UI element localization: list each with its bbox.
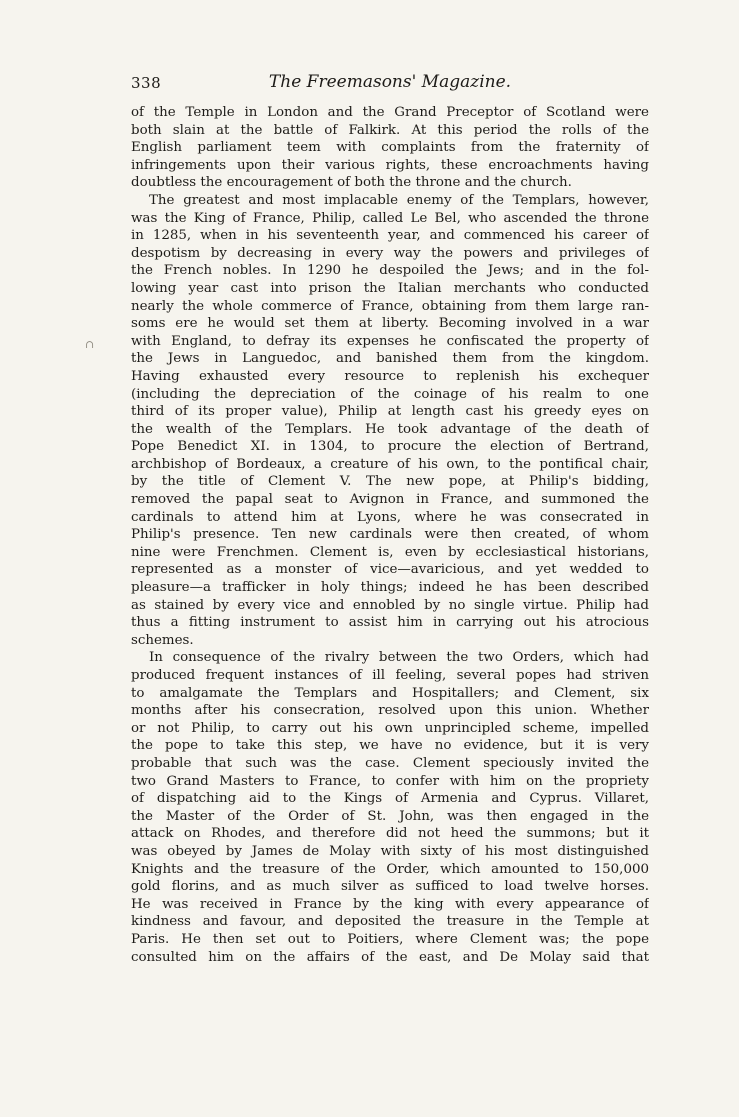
text-line: was the King of France, Philip, called Le Bel, who ascended the throne: [131, 210, 649, 226]
text-line: Philip's presence. Ten new cardinals were then created, of whom: [131, 527, 649, 543]
text-line: In consequence of the rivalry between the two Orders, which had: [149, 650, 649, 666]
text-line: was obeyed by James de Molay with sixty of his most distinguished: [131, 843, 649, 859]
text-line: represented as a monster of vice—avaricious, and yet wedded to: [131, 562, 649, 578]
text-line: the Master of the Order of St. John, was then engaged in the: [131, 808, 649, 824]
text-line: third of its proper value), Philip at length cast his greedy eyes on: [131, 404, 649, 420]
text-line: or not Philip, to carry out his own unprincipled scheme, impelled: [131, 720, 649, 736]
text-line: in 1285, when in his seventeenth year, and commenced his career of: [131, 228, 649, 244]
text-line: Paris. He then set out to Poitiers, where Clement was; the pope: [131, 931, 649, 947]
text-line: removed the papal seat to Avignon in France, and summoned the: [131, 492, 649, 508]
paragraph-3: [131, 649, 649, 966]
text-line: English parliament teem with complaints from the fraternity of: [131, 140, 649, 156]
text-line: as stained by every vice and ennobled by no single virtue. Philip had: [131, 597, 649, 613]
text-line: archbishop of Bordeaux, a creature of his own, to the pontifical chair,: [131, 456, 649, 472]
text-line: with England, to defray its expenses he confiscated the property of: [131, 333, 649, 349]
text-line: despotism by decreasing in every way the powers and privileges of: [131, 245, 649, 261]
text-line: (including the depreciation of the coinage of his realm to one: [131, 386, 649, 402]
paragraph-1: [131, 104, 649, 192]
text-line: the pope to take this step, we have no evidence, but it is very: [131, 738, 649, 754]
text-line: produced frequent instances of ill feeling, several popes had striven: [131, 668, 649, 683]
text-line: cardinals to attend him at Lyons, where he was consecrated in: [131, 509, 649, 525]
text-line: schemes.: [131, 632, 194, 648]
text-line: He was received in France by the king with every appearance of: [131, 896, 649, 912]
page-header: [131, 72, 649, 96]
text-line: nine were Frenchmen. Clement is, even by ecclesiastical historians,: [131, 544, 649, 560]
text-line: consulted him on the affairs of the east, and De Molay said that: [131, 949, 649, 965]
running-title: The Freemasons' Magazine.: [268, 72, 512, 92]
text-line: two Grand Masters to France, to confer with him on the propriety: [131, 773, 649, 789]
text-line: the French nobles. In 1290 he despoiled the Jews; and in the fol-: [131, 263, 649, 279]
text-line: kindness and favour, and deposited the treasure in the Temple at: [131, 914, 649, 930]
text-line: Knights and the treasure of the Order, which amounted to 150,000: [131, 861, 649, 877]
text-line: months after his consecration, resolved upon this union. Whether: [131, 703, 649, 719]
paragraph-2: [131, 192, 649, 649]
text-line: The greatest and most implacable enemy of the Templars, however,: [149, 192, 649, 208]
text-line: pleasure—a trafficker in holy things; indeed he has been described: [131, 580, 649, 596]
text-line: of the Temple in London and the Grand Preceptor of Scotland were: [131, 105, 649, 120]
text-line: Pope Benedict XI. in 1304, to procure the election of Bertrand,: [131, 439, 649, 455]
text-line: soms ere he would set them at liberty. Becoming involved in a war: [131, 316, 649, 332]
text-line: gold florins, and as much silver as sufficed to load twelve horses.: [131, 879, 649, 895]
text-line: nearly the whole commerce of France, obtaining from them large ran-: [131, 298, 649, 314]
text-line: both slain at the battle of Falkirk. At this period the rolls of the: [131, 122, 649, 138]
text-line: thus a fitting instrument to assist him in carrying out his atrocious: [131, 615, 649, 631]
text-line: of dispatching aid to the Kings of Armenia and Cyprus. Villaret,: [131, 791, 649, 807]
margin-mark: ∩: [85, 338, 95, 351]
text-line: to amalgamate the Templars and Hospitallers; and Clement, six: [131, 685, 649, 701]
text-line: the Jews in Languedoc, and banished them from the kingdom.: [131, 351, 649, 367]
text-line: Having exhausted every resource to replenish his exchequer: [131, 368, 649, 384]
text-line: attack on Rhodes, and therefore did not heed the summons; but it: [131, 826, 649, 842]
text-line: lowing year cast into prison the Italian merchants who conducted: [131, 280, 649, 296]
text-line: doubtless the encouragement of both the throne and the church.: [131, 175, 572, 191]
page-number: 338: [131, 74, 162, 92]
text-line: infringements upon their various rights, these encroachments having: [131, 157, 649, 173]
text-line: probable that such was the case. Clement speciously invited the: [131, 755, 649, 771]
text-line: by the title of Clement V. The new pope, at Philip's bidding,: [131, 474, 649, 490]
text-line: the wealth of the Templars. He took advantage of the death of: [131, 421, 649, 437]
body-text: [131, 104, 649, 966]
